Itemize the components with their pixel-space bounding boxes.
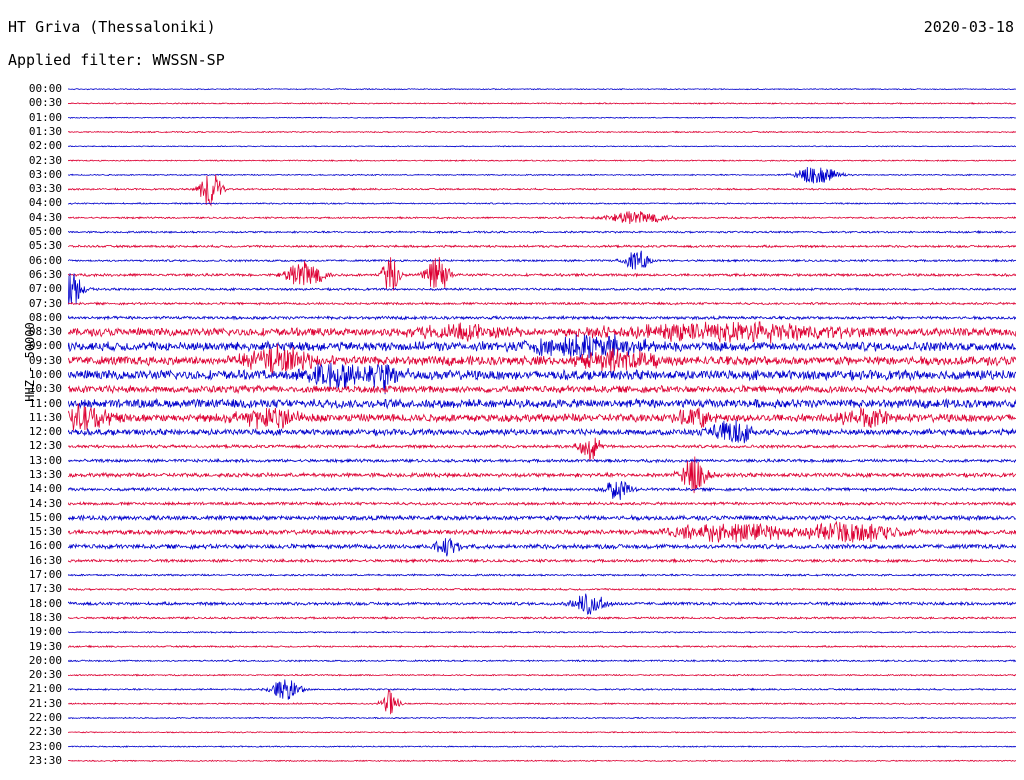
time-tick-label: 11:30 [28,410,62,424]
trace-row [68,457,1016,494]
trace-row [68,160,1016,161]
time-tick-label: 15:00 [28,510,62,524]
time-tick-label: 17:00 [28,568,62,582]
trace-row [68,516,1016,521]
time-tick-label: 07:00 [28,282,62,296]
trace-row [68,167,1016,183]
trace-row [68,481,1016,500]
time-tick-label: 01:00 [28,110,62,124]
time-tick-label: 00:30 [28,96,62,110]
trace-row [68,660,1016,662]
trace-row [68,502,1016,505]
time-tick-label: 05:00 [28,225,62,239]
record-date: 2020-03-18 [923,18,1014,36]
time-tick-label: 03:00 [28,167,62,181]
station-title: HT Griva (Thessaloniki) [8,18,216,36]
trace-row [68,674,1016,676]
time-tick-label: 18:30 [28,610,62,624]
trace-row [68,175,1016,206]
applied-filter-label: Applied filter: WWSSN-SP [8,51,225,69]
trace-row [68,146,1016,147]
trace-row [68,559,1016,562]
time-tick-label: 03:30 [28,182,62,196]
trace-row [68,131,1016,132]
time-tick-label: 08:30 [28,325,62,339]
time-tick-label: 13:00 [28,453,62,467]
time-tick-label: 12:00 [28,425,62,439]
trace-row [68,594,1016,615]
time-tick-label: 22:30 [28,725,62,739]
time-tick-label: 20:00 [28,653,62,667]
time-tick-label: 16:30 [28,553,62,567]
trace-row [68,231,1016,233]
seismogram-traces [68,82,1016,768]
y-axis-label: HHZ - 50000 [23,322,37,402]
time-tick-label: 13:30 [28,468,62,482]
time-tick-label: 21:30 [28,696,62,710]
trace-row [68,273,1016,304]
trace-row [68,89,1016,90]
time-tick-label: 09:30 [28,353,62,367]
trace-row [68,732,1016,733]
trace-row [68,746,1016,747]
trace-row [68,690,1016,714]
trace-row [68,438,1016,461]
trace-row [68,211,1016,224]
trace-row [68,403,1016,430]
time-tick-label: 23:00 [28,739,62,753]
time-tick-label: 02:30 [28,153,62,167]
trace-row [68,257,1016,290]
time-tick-label: 16:00 [28,539,62,553]
time-tick-label: 10:00 [28,367,62,381]
time-tick-label: 20:30 [28,668,62,682]
trace-row [68,760,1016,761]
time-tick-label: 04:30 [28,210,62,224]
trace-row [68,245,1016,247]
trace-row [68,717,1016,718]
trace-row [68,302,1016,304]
trace-row [68,617,1016,619]
time-tick-label: 01:30 [28,125,62,139]
trace-row [68,588,1016,590]
time-tick-label: 17:30 [28,582,62,596]
trace-row [68,103,1016,104]
time-tick-label: 08:00 [28,310,62,324]
trace-row [68,574,1016,576]
trace-row [68,680,1016,700]
time-tick-label: 11:00 [28,396,62,410]
trace-row [68,117,1016,118]
trace-row [68,646,1016,648]
seismogram-plot [68,82,1016,768]
time-tick-label: 09:00 [28,339,62,353]
time-tick-label: 10:30 [28,382,62,396]
time-tick-label: 12:30 [28,439,62,453]
trace-row [68,459,1016,462]
trace-row [68,386,1016,394]
trace-row [68,521,1016,542]
time-tick-label: 19:30 [28,639,62,653]
time-tick-label: 07:30 [28,296,62,310]
trace-row [68,322,1016,344]
trace-row [68,399,1016,408]
time-tick-label: 23:30 [28,753,62,767]
time-tick-label: 15:30 [28,525,62,539]
trace-row [68,631,1016,633]
time-tick-label: 04:00 [28,196,62,210]
time-tick-label: 00:00 [28,82,62,96]
time-tick-label: 21:00 [28,682,62,696]
time-tick-label: 14:30 [28,496,62,510]
time-tick-label: 02:00 [28,139,62,153]
time-tick-label: 19:00 [28,625,62,639]
trace-row [68,420,1016,443]
time-tick-label: 06:00 [28,253,62,267]
trace-row [68,334,1016,359]
time-axis-labels [0,82,66,768]
time-tick-label: 14:00 [28,482,62,496]
trace-row [68,251,1016,270]
trace-row [68,316,1016,319]
time-tick-label: 06:30 [28,267,62,281]
time-tick-label: 18:00 [28,596,62,610]
time-tick-label: 22:00 [28,710,62,724]
time-tick-label: 05:30 [28,239,62,253]
trace-row [68,538,1016,556]
